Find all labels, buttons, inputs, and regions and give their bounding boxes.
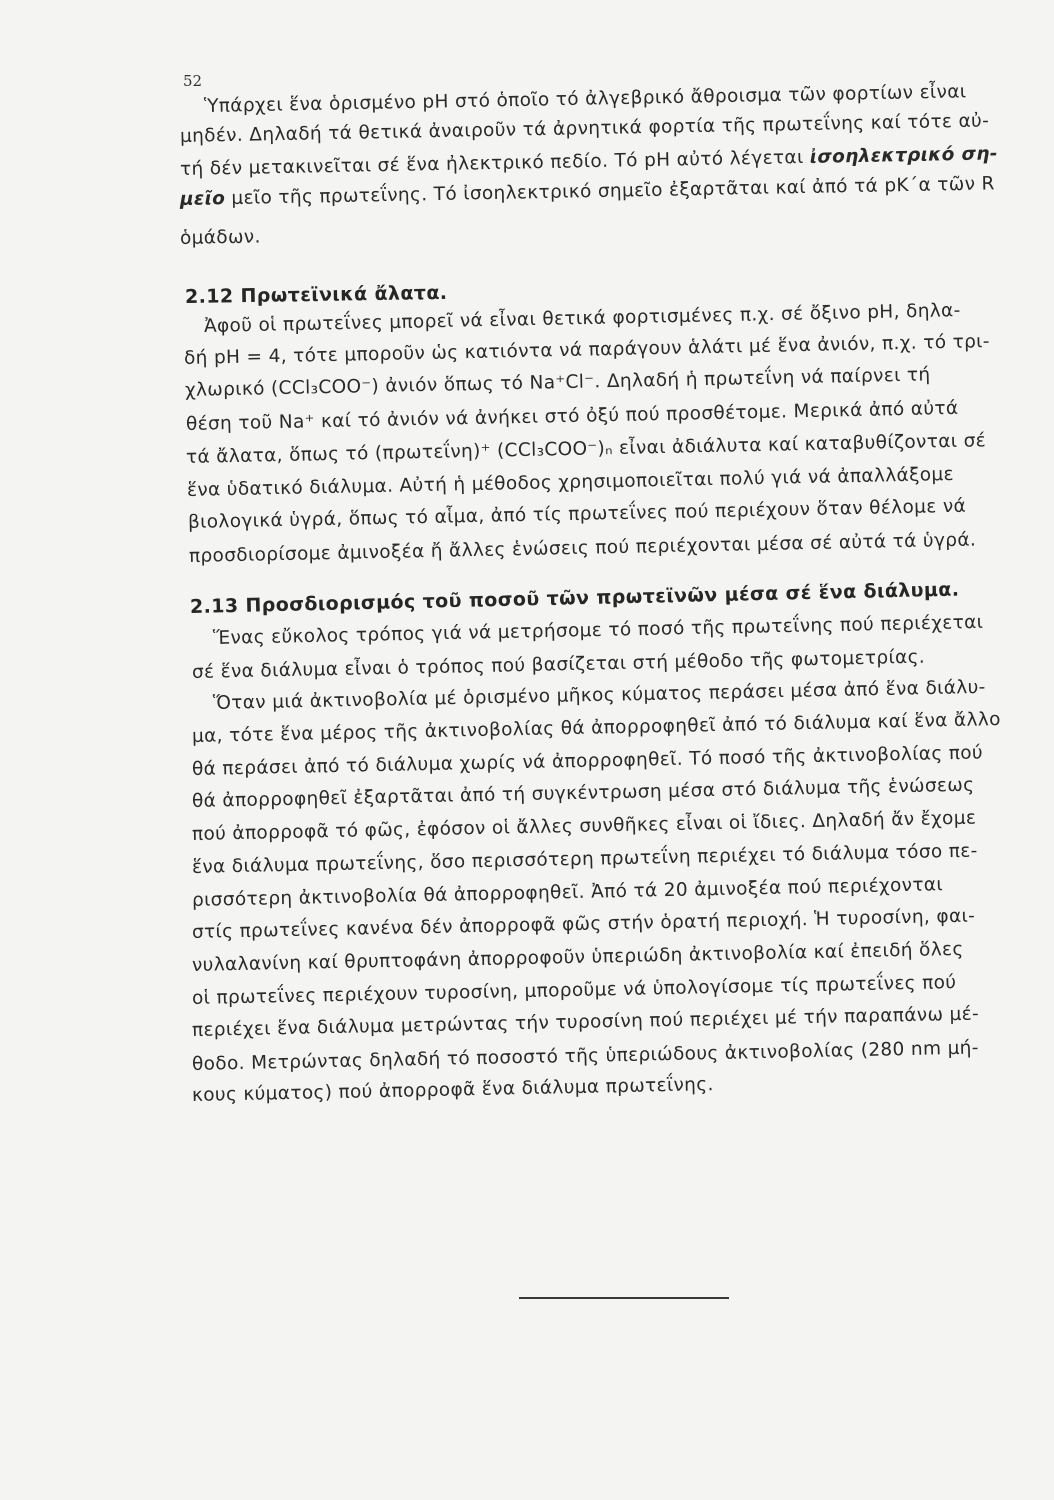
page-number: 52 — [183, 72, 203, 90]
text-line: δή pH = 4, τότε μποροῦν ὡς κατιόντα νά παράγουν ἁλάτι μέ ἕνα ἀνιόν, π.χ. τό τρι- — [183, 331, 991, 369]
text-line: θέση τοῦ Na⁺ καί τό ἀνιόν νά ἀνήκει στό ὀξύ πού προσθέτομε. Μερικά ἀπό αὐτά — [185, 397, 959, 435]
text-line: Ὑπάρχει ἕνα ὁρισμένο pH στό ὁποῖο τό ἀλγεβρικό ἄθροισμα τῶν φορτίων εἶναι — [203, 81, 967, 117]
section-heading-2-12: 2.12 Πρωτεϊνικά ἄλατα. — [184, 281, 448, 308]
text-line: μηδέν. Δηλαδή τά θετικά ἀναιροῦν τά ἀρνητικά φορτία τῆς πρωτεΐνης καί τότε αὐ- — [179, 110, 990, 147]
text-line: θοδο. Μετρώντας δηλαδή τό ποσοστό τῆς ὑπεριώδους ἀκτινοβολίας (280 nm μή- — [191, 1037, 980, 1075]
text-line: ρισσότερη ἀκτινοβολία θά ἀπορροφηθεῖ. Ἀπό τά 20 ἀμινοξέα πού περιέχονται — [191, 874, 944, 911]
text-line: Ὅταν μιά ἀκτινοβολία μέ ὁρισμένο μῆκος κύματος περάσει μέσα ἀπό ἕνα διάλυ- — [212, 676, 986, 714]
text-line: ἕνα διάλυμα πρωτεΐνης, ὅσο περισσότερη πρωτεΐνη περιέχει τό διάλυμα τόσο πε- — [191, 840, 978, 878]
text-line-part: μεῖο τῆς πρωτεΐνης. Τό ἰσοηλεκτρικό σημεῖο ἐξαρτᾶται καί ἀπό τά pK΄α τῶν R — [231, 173, 995, 210]
text-line: νυλαλανίνη καί θρυπτοφάνη ἀπορροφοῦν ὑπεριώδη ἀκτινοβολία καί ἐπειδή ὅλες — [191, 938, 964, 976]
text-line: χλωρικό (CCl₃COO⁻) ἀνιόν ὅπως τό Na⁺Cl⁻. Δηλαδή ἡ πρωτεΐνη νά παίρνει τή — [184, 364, 931, 401]
text-line — [180, 145, 998, 179]
text-line: τά ἄλατα, ὅπως τό (πρωτεΐνη)⁺ (CCl₃COO⁻)ₙ εἶναι ἀδιάλυτα καί καταβυθίζονται σέ — [185, 430, 987, 468]
text-line: προσδιορίσομε ἀμινοξέα ἤ ἄλλες ἑνώσεις πού περιέχονται μέσα σέ αὐτά τά ὑγρά. — [188, 529, 977, 567]
text-line: θά περάσει ἀπό τό διάλυμα χωρίς νά ἀπορροφηθεῖ. Τό ποσό τῆς ἀκτινοβολίας πού — [191, 742, 984, 780]
term-isoelectric-point-cont: μεῖο — [179, 188, 226, 210]
text-line: θά ἀπορροφηθεῖ ἐξαρτᾶται ἀπό τή συγκέντρωση μέσα στό διάλυμα τῆς ἑνώσεως — [191, 774, 975, 812]
section-heading-2-13: 2.13 Προσδιορισμός τοῦ ποσοῦ τῶν πρωτεϊνῶν μέσα σέ ἕνα διάλυμα. — [189, 578, 960, 618]
text-line: Ἕνας εὔκολος τρόπος γιά νά μετρήσομε τό ποσό τῆς πρωτεΐνης πού περιέχεται — [212, 611, 984, 649]
text-line: σέ ἕνα διάλυμα εἶναι ὁ τρόπος πού βασίζεται στή μέθοδο τῆς φωτομετρίας. — [191, 646, 926, 683]
text-line: μα, τότε ἕνα μέρος τῆς ἀκτινοβολίας θά ἀπορροφηθεῖ ἀπό τό διάλυμα καί ἕνα ἄλλο — [191, 709, 1001, 747]
text-line: περιέχει ἕνα διάλυμα μετρώντας τήν τυροσίνη πού περιέχει μέ τήν παραπάνω μέ- — [191, 1003, 980, 1041]
text-line: κους κύματος) πού ἀπορροφᾶ ἕνα διάλυμα πρωτεΐνης. — [191, 1074, 714, 1106]
text-line: ὁμάδων. — [179, 226, 261, 249]
text-line: πού ἀπορροφᾶ τό φῶς, ἐφόσον οἱ ἄλλες συνθῆκες εἶναι οἱ ἴδιες. Δηλαδή ἄν ἔχομε — [191, 807, 977, 845]
text-line: βιολογικά ὑγρά, ὅπως τό αἷμα, ἀπό τίς πρωτεΐνες πού περιέχουν ὅταν θέλομε νά — [187, 495, 967, 533]
text-line: στίς πρωτεΐνες κανένα δέν ἀπορροφᾶ φῶς στήν ὁρατή περιοχή. Ἡ τυροσίνη, φαι- — [191, 905, 976, 943]
text-line — [180, 175, 995, 209]
term-isoelectric-point: ἰσοηλεκτρικό ση- — [809, 143, 999, 168]
footnote-rule — [519, 1297, 729, 1299]
text-line: οἱ πρωτεΐνες περιέχουν τυροσίνη, μποροῦμε νά ὑπολογίσομε τίς πρωτεΐνες πού — [191, 971, 957, 1009]
text-line: ἕνα ὑδατικό διάλυμα. Αὐτή ἡ μέθοδος χρησιμοποιεῖται πολύ γιά νά ἀπαλλάξομε — [186, 463, 955, 501]
text-line-part: τή δέν μετακινεῖται σέ ἕνα ἠλεκτρικό πεδίο. Τό pH αὐτό λέγεται — [179, 147, 804, 180]
text-line: Ἀφοῦ οἱ πρωτεΐνες μπορεῖ νά εἶναι θετικά φορτισμένες π.χ. σέ ὄξινο pH, δηλα- — [203, 300, 961, 337]
